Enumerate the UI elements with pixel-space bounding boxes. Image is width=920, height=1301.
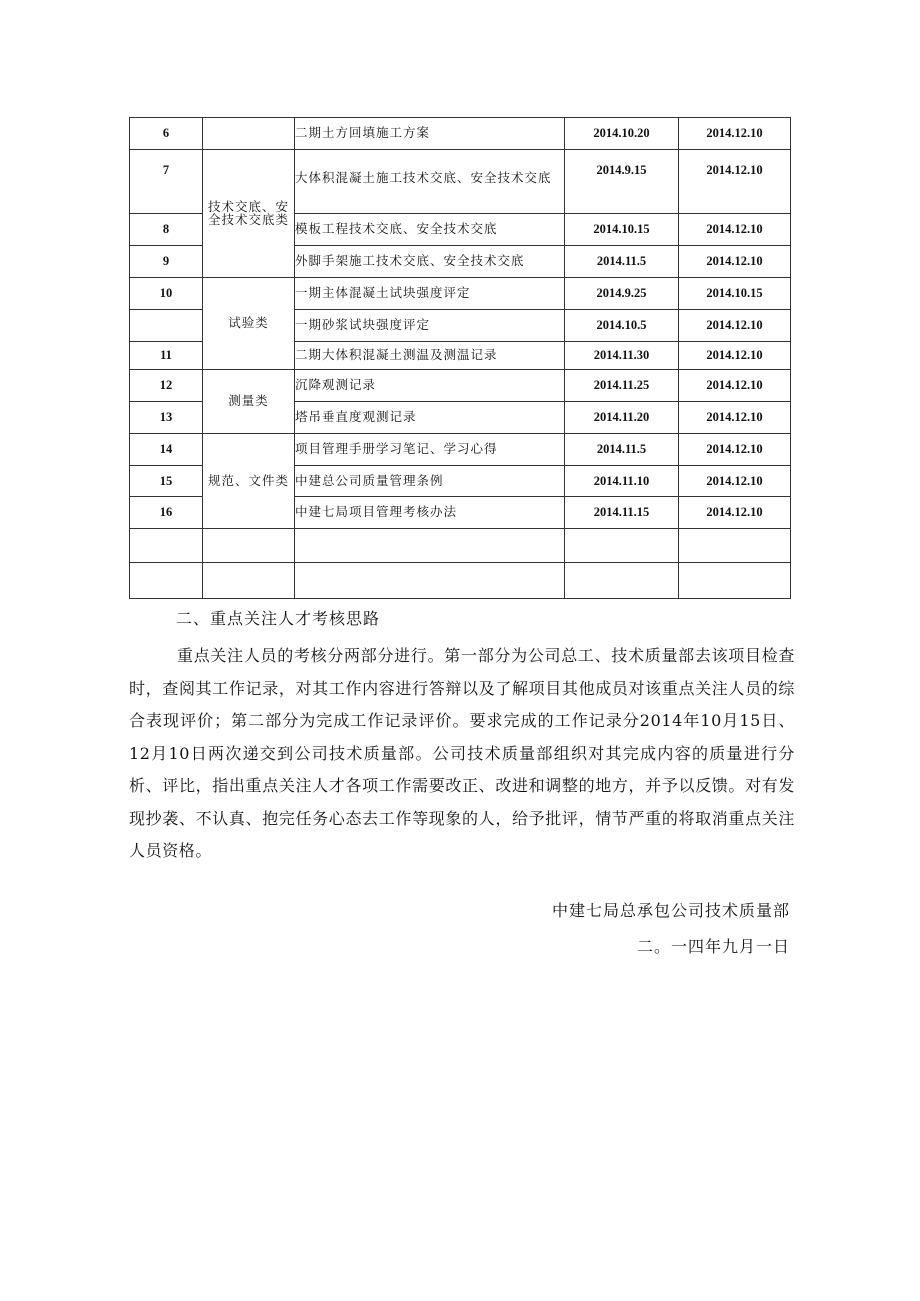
row-number: 12 (130, 370, 203, 402)
end-date: 2014.12.10 (679, 118, 791, 150)
row-number: 6 (130, 118, 203, 150)
record-item: 中建总公司质量管理条例 (295, 466, 565, 497)
row-number: 10 (130, 278, 203, 310)
end-date: 2014.12.10 (679, 497, 791, 529)
record-item: 模板工程技术交底、安全技术交底 (295, 214, 565, 246)
start-date: 2014.9.25 (565, 278, 679, 310)
start-date: 2014.10.15 (565, 214, 679, 246)
start-date: 2014.11.5 (565, 246, 679, 278)
start-date: 2014.9.15 (565, 150, 679, 214)
end-date: 2014.12.10 (679, 342, 791, 370)
empty-cell (203, 563, 295, 599)
table-row (130, 434, 791, 466)
end-date: 2014.12.10 (679, 402, 791, 434)
row-number: 9 (130, 246, 203, 278)
record-item: 一期主体混凝土试块强度评定 (295, 278, 565, 310)
table-row (130, 150, 791, 214)
record-item: 一期砂浆试块强度评定 (295, 310, 565, 342)
row-number: 11 (130, 342, 203, 370)
assessment-paragraph: 重点关注人员的考核分两部分进行。第一部分为公司总工、技术质量部去该项目检查时，查阅其工作记录，对其工作内容进行答辩以及了解项目其他成员对该重点关注人员的综合表现评价；第二部分为完成工作记录评价。要求完成的工作记录分2014年10月15日、12月10日两次递交到公司技术质量部。公司技术质量部组织对其完成内容的质量进行分析、评比，指出重点关注人才各项工作需要改正、改进和调整的地方，并予以反馈。对有发现抄袭、不认真、抱完任务心态去工作等现象的人，给予批评，情节严重的将取消重点关注人员资格。 (129, 646, 795, 860)
end-date: 2014.12.10 (679, 246, 791, 278)
start-date: 2014.11.10 (565, 466, 679, 497)
table-row (130, 370, 791, 402)
row-number: 13 (130, 402, 203, 434)
category-norms: 规范、文件类 (203, 434, 295, 529)
start-date: 2014.10.20 (565, 118, 679, 150)
empty-cell (679, 529, 791, 563)
start-date: 2014.11.30 (565, 342, 679, 370)
end-date: 2014.12.10 (679, 310, 791, 342)
table-row-empty (130, 563, 791, 599)
row-number: 15 (130, 466, 203, 497)
end-date: 2014.10.15 (679, 278, 791, 310)
category-cell-empty (203, 118, 295, 150)
row-number: 14 (130, 434, 203, 466)
signature-date: 二。一四年九月一日 (636, 937, 790, 956)
category-test: 试验类 (203, 278, 295, 370)
empty-cell (130, 529, 203, 563)
record-item: 中建七局项目管理考核办法 (295, 497, 565, 529)
start-date: 2014.11.15 (565, 497, 679, 529)
record-item: 沉降观测记录 (295, 370, 565, 402)
signature-org: 中建七局总承包公司技术质量部 (551, 901, 790, 920)
end-date: 2014.12.10 (679, 150, 791, 214)
end-date: 2014.12.10 (679, 466, 791, 497)
end-date: 2014.12.10 (679, 214, 791, 246)
record-item: 大体积混凝土施工技术交底、安全技术交底 (295, 150, 565, 214)
record-item: 二期土方回填施工方案 (295, 118, 565, 150)
row-number: 8 (130, 214, 203, 246)
row-number: 16 (130, 497, 203, 529)
category-measure: 测量类 (203, 370, 295, 434)
record-item: 项目管理手册学习笔记、学习心得 (295, 434, 565, 466)
record-item: 外脚手架施工技术交底、安全技术交底 (295, 246, 565, 278)
end-date: 2014.12.10 (679, 434, 791, 466)
table-row (130, 278, 791, 310)
start-date: 2014.11.25 (565, 370, 679, 402)
empty-cell (295, 529, 565, 563)
section-title: 二、重点关注人才考核思路 (176, 609, 381, 628)
record-item: 二期大体积混凝土测温及测温记录 (295, 342, 565, 370)
row-number: 7 (130, 150, 203, 214)
end-date: 2014.12.10 (679, 370, 791, 402)
start-date: 2014.11.20 (565, 402, 679, 434)
table-row-empty (130, 529, 791, 563)
start-date: 2014.11.5 (565, 434, 679, 466)
empty-cell (295, 563, 565, 599)
row-number (130, 310, 203, 342)
record-item: 塔吊垂直度观测记录 (295, 402, 565, 434)
empty-cell (565, 563, 679, 599)
empty-cell (565, 529, 679, 563)
start-date: 2014.10.5 (565, 310, 679, 342)
empty-cell (679, 563, 791, 599)
empty-cell (130, 563, 203, 599)
empty-cell (203, 529, 295, 563)
table-row (130, 118, 791, 150)
work-record-table (129, 117, 791, 599)
category-tech: 技术交底、安全技术交底类 (203, 150, 295, 278)
